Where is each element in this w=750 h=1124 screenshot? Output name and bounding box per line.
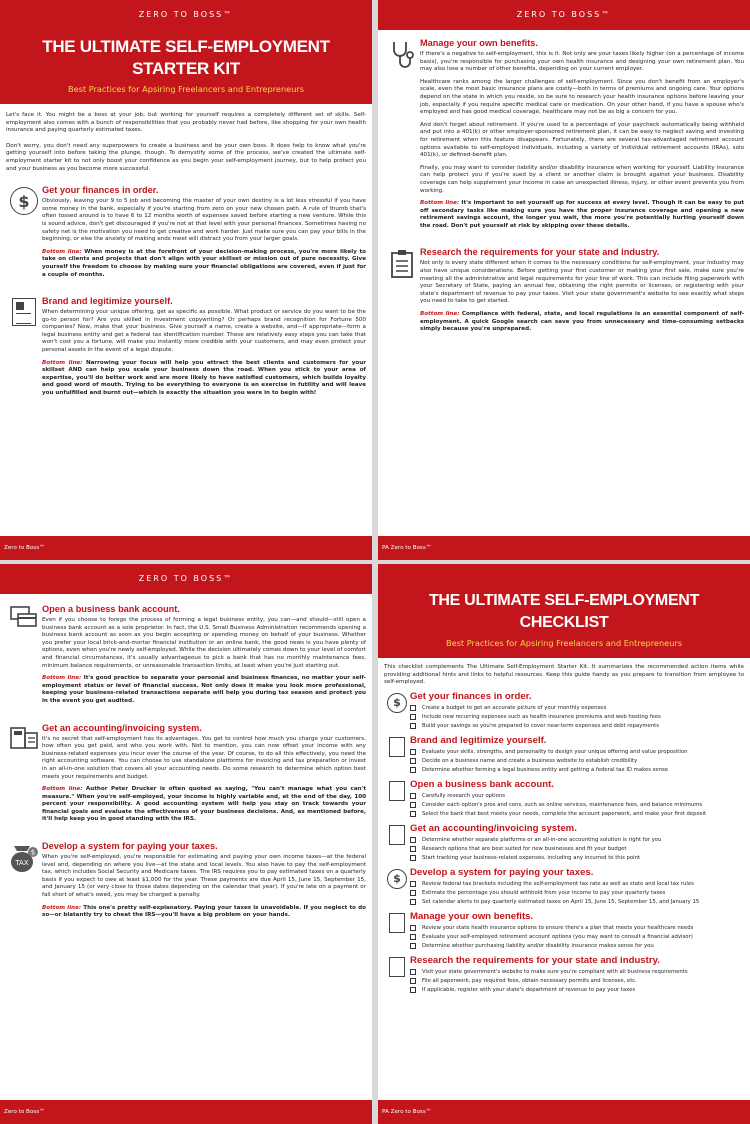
section-taxes bbox=[6, 841, 366, 925]
stethoscope-icon bbox=[389, 40, 415, 70]
checkbox[interactable] bbox=[410, 749, 416, 755]
cards-icon bbox=[389, 781, 405, 801]
checkbox[interactable] bbox=[410, 802, 416, 808]
brand-header: ZERO TO BOSS™ bbox=[0, 0, 372, 30]
document-icon bbox=[389, 737, 405, 757]
tax-bag-icon: $ bbox=[387, 869, 407, 889]
checkbox[interactable] bbox=[410, 758, 416, 764]
checklist-item-text: Build your savings so you're prepared to cover near-term expenses and debt repayments bbox=[422, 722, 659, 729]
checklist-item[interactable] bbox=[410, 757, 744, 766]
page-checklist bbox=[378, 564, 750, 1124]
dollar-icon: $ bbox=[10, 187, 38, 215]
checkbox[interactable] bbox=[410, 714, 416, 720]
title-banner bbox=[0, 30, 372, 104]
checklist-item[interactable] bbox=[410, 836, 744, 845]
section-title: Brand and legitimize yourself. bbox=[42, 296, 173, 307]
section-text: If there's a negative to self-employment, this is it. Not only are your taxes likely higher (on a percentage of income basis), you're responsible for purchasing your own health insurance and designing your own retirement plan. You may also lose a number of other benefits, depending on your current employer. bbox=[420, 51, 744, 73]
page-footer: PA Zero to Boss™ bbox=[378, 1100, 750, 1124]
section-accounting bbox=[6, 723, 366, 830]
checkbox[interactable] bbox=[410, 811, 416, 817]
checklist-item-text: Evaluate your self-employed retirement account options (you may want to consult a financial advisor) bbox=[422, 933, 693, 940]
page-title: THE ULTIMATE SELF-EMPLOYMENT STARTER KIT bbox=[42, 37, 330, 78]
section-text: It's no secret that self-employment has its advantages. You get to control how much you charge your customers, how often you get paid, and who you work with. Not to mention, you can now offset your income with any business-related expenses you incur over the course of the year. Of course, to do all this effectively, you need the right accounting software. You can choose to use standalone platforms for invoicing and tax preparation or invest in an all-in-one solution that covers all your accounting needs. Do some research to determine which option best meets your requirements and budget. bbox=[42, 735, 366, 780]
checklist-section bbox=[384, 955, 744, 995]
checklist-item[interactable] bbox=[410, 722, 744, 731]
section-brand bbox=[6, 296, 366, 403]
page-subtitle: Best Practices for Apsiring Freelancers and Entrepreneurs bbox=[67, 84, 305, 94]
intro-paragraph: Let's face it. You might be a boss at your job, but working for yourself requires a completely different set of skills. Self-employment also comes with a bunch of responsibilities that you probably never had before, like shopping for your own health insurance and paying quarterly estimated taxes. bbox=[6, 112, 366, 134]
section-text: Healthcare ranks among the larger challenges of self-employment. Since you don't benefit from an employer's scale, even the most basic insurance plans are costly—both in terms of premiums and ongoing care. Your options depend on the state in which you reside, so be sure to research your health insurance options before leaving your job, especially if you require specific medical care or medication. On your other hand, if you have a spouse who's employed and has good medical coverage, healthcare may not be as big a concern for you. bbox=[420, 78, 744, 116]
checklist-item[interactable] bbox=[410, 766, 744, 775]
checklist-item[interactable] bbox=[410, 933, 744, 942]
document-icon bbox=[12, 298, 36, 326]
checklist-item[interactable] bbox=[410, 942, 744, 951]
checkbox[interactable] bbox=[410, 793, 416, 799]
checkbox[interactable] bbox=[410, 987, 416, 993]
section-title: Open a business bank account. bbox=[42, 604, 180, 614]
section-text: When determining your unique offering, get as specific as possible. What product or service do you want to be the go-to person for? Are you skilled in investment copywriting? Or perhaps brand recognition for Fortune 500 companies? Now, make that your business. Give yourself a name, create a website, and—if appropriate—form a legal business entity and get a federal tax identification number. These are relatively easy steps you can take that won't cost you a fortune, will make you instantly more credible with your customers, and may even protect your personal assets in the event of a legal dispute. bbox=[42, 309, 366, 354]
section-text: Not only is every state different when it comes to the necessary conditions for self-employment, your industry may also have unique considerations. Before getting your first customer or making your first sale, make sure you're meeting all the administrative and legal requirements for your line of work. This can include filing paperwork with your Secretary of State, paying an annual fee, obtaining the right permits or licenses, or registering with your state's department of revenue to pay your taxes. Visit your state government's website to see exactly what steps you need to take to get started. bbox=[420, 260, 744, 305]
section-text: Even if you choose to forego the process of forming a legal business entity, you can—and should—still open a business bank account as a sole proprietor. In fact, the U.S. Small Business Administration recommends opening a business bank account as soon as you begin accepting or spending money on behalf of your business. Whether you prefer your local brick-and-mortar financial institution or an online bank, the good news is you have plenty of options, even when you're newly self-employed. While the decision ultimately comes down to your level of comfort and financial circumstances, it's usually advantageous to pick a bank that has no monthly maintenance fees, minimum balance requirements, or unreasonable transaction limits, at least when you're just starting out. bbox=[42, 617, 366, 669]
checkbox[interactable] bbox=[410, 934, 416, 940]
intro-paragraph: Don't worry, you don't need any superpowers to create a business and be your own boss. It does help to know what you're getting yourself into before taking the plunge, though. To demystify some of the process, we've created the ultimate self-employment starter kit to not only boost your confidence as you begin your self-employment journey, but to help protect you and your business as you become more successful. bbox=[6, 142, 366, 172]
clipboard-icon bbox=[390, 249, 414, 279]
svg-text:TAX: TAX bbox=[15, 859, 29, 868]
checklist-item[interactable] bbox=[410, 854, 744, 863]
checklist-item-text: Determine whether forming a legal business entity and getting a federal tax ID makes sense bbox=[422, 766, 669, 773]
checklist-section-title: Manage your own benefits. bbox=[410, 910, 534, 922]
checkbox[interactable] bbox=[410, 846, 416, 852]
checklist-section bbox=[384, 823, 744, 863]
page-starter-kit-1 bbox=[0, 0, 372, 560]
checklist-item[interactable] bbox=[410, 889, 744, 898]
checklist-item[interactable] bbox=[410, 924, 744, 933]
checklist-item[interactable] bbox=[410, 968, 744, 977]
checklist-item[interactable] bbox=[410, 845, 744, 854]
section-text: Obviously, leaving your 9 to 5 job and becoming the master of your own destiny is a lot less stressful if you have some money in the bank, especially if you're starting from zero on your new chosen path. A rule of thumb that's often tossed around is to have 6 to 12 months worth of expenses saved before starting a new venture. While this is sound advice, don't get discouraged if you're not at that level with your personal finances. Sometimes having no safety net is the motivation you need to get creative and work harder. Just make sure you can pay your bills in the beginning, or else the anxiety of making ends meet will distract you from your larger goals. bbox=[42, 198, 366, 243]
section-title: Get an accounting/invoicing system. bbox=[42, 722, 202, 733]
checklist-section bbox=[384, 911, 744, 951]
checkbox[interactable] bbox=[410, 978, 416, 984]
checklist-item-text: If applicable, register with your state's department of revenue to pay your taxes bbox=[422, 986, 636, 993]
checklist-item-text: Decide on a business name and create a business website to establish credibility bbox=[422, 757, 638, 764]
checklist-item[interactable] bbox=[410, 898, 744, 907]
bottom-line: Bottom line: Compliance with federal, state, and local regulations is an essential component of self-employment. A quick Google search can save you from unnecessary and time-consuming setbacks simply because you're unprepared. bbox=[420, 311, 745, 333]
checklist-item-text: Create a budget to get an accurate picture of your monthly expenses bbox=[422, 704, 607, 711]
page-starter-kit-3 bbox=[0, 564, 372, 1124]
checklist-section bbox=[384, 867, 744, 907]
checklist-item-text: Select the bank that best meets your needs, complete the account paperwork, and make your first deposit bbox=[422, 810, 707, 817]
checklist-section bbox=[384, 691, 744, 731]
checklist-item-text: Visit your state government's website to make sure you're compliant with all business requirements bbox=[422, 968, 688, 975]
section-title: Develop a system for paying your taxes. bbox=[42, 841, 218, 852]
section-text: Finally, you may want to consider liability and/or disability insurance when working for yourself. Liability insurance can help protect you if you're sued by a client or another claim is brought against your business. Disability coverage can help supplement your income in case an unexpected illness, injury, or other event prevents you from working. bbox=[420, 164, 744, 194]
tax-bag-icon bbox=[9, 843, 39, 873]
checklist-section bbox=[384, 779, 744, 819]
section-title: Get your finances in order. bbox=[42, 185, 159, 196]
checkbox[interactable] bbox=[410, 943, 416, 949]
bottom-line: Bottom line: It's good practice to separate your personal and business finances, no matter your self-employment status or level of financial success. Not only does it make you look more professional, keeping your business-related transactions separate will help you during tax season and protect you in the event you get audited. bbox=[42, 675, 367, 704]
bottom-line: Bottom line: This one's pretty self-explanatory. Paying your taxes is unavoidable. If you neglect to do so—or blatantly try to cheat the IRS—you'll have a big problem on your hands. bbox=[42, 904, 367, 919]
checklist-item-text: Carefully research your options bbox=[422, 792, 505, 799]
checklist-item-text: Research options that are best suited for new businesses and fit your budget bbox=[422, 845, 627, 852]
section-title: Manage your own benefits. bbox=[420, 38, 538, 48]
checklist-section-title: Get your finances in order. bbox=[410, 690, 532, 702]
checklist-item[interactable] bbox=[410, 977, 744, 986]
checklist-item[interactable] bbox=[410, 704, 744, 713]
brand-header bbox=[378, 564, 750, 586]
checklist-item[interactable] bbox=[410, 880, 744, 889]
checklist-section bbox=[384, 735, 744, 775]
checkbox[interactable] bbox=[410, 969, 416, 975]
page-starter-kit-2 bbox=[378, 0, 750, 560]
calculator-icon bbox=[10, 725, 38, 751]
clipboard-icon bbox=[389, 957, 405, 977]
checklist-section-title: Get an accounting/invoicing system. bbox=[410, 822, 577, 834]
section-requirements bbox=[384, 247, 744, 338]
checklist-item-text: Set calendar alerts to pay quarterly estimated taxes on April 15, June 15, September 15, and January 15 bbox=[422, 898, 700, 905]
checkbox[interactable] bbox=[410, 881, 416, 887]
checklist-item[interactable] bbox=[410, 792, 744, 801]
checkbox[interactable] bbox=[410, 890, 416, 896]
intro-paragraph: This checklist complements The Ultimate Self-Employment Starter Kit. It summarizes the recommended action items while providing additional hints and links to helpful resources. Keep this guide handy as you prepare to transition from employee to self-employed. bbox=[384, 664, 744, 686]
page-title: THE ULTIMATE SELF-EMPLOYMENT CHECKLIST bbox=[428, 592, 700, 631]
checkbox[interactable] bbox=[410, 723, 416, 729]
dollar-icon: $ bbox=[387, 693, 407, 713]
checklist-item[interactable] bbox=[410, 801, 744, 810]
checklist-section-title: Develop a system for paying your taxes. bbox=[410, 866, 594, 878]
checklist-item-text: Include new recurring expenses such as health insurance premiums and web hosting fees bbox=[422, 713, 661, 720]
checklist-item-text: Start tracking your business-related expenses, including any incurred to this point bbox=[422, 854, 641, 861]
checkbox[interactable] bbox=[410, 767, 416, 773]
checklist-item-text: Evaluate your skills, strengths, and personality to design your unique offering and value proposition bbox=[422, 748, 688, 755]
section-text: When you're self-employed, you're responsible for estimating and paying your own income taxes—at the federal level and, depending on where you live—at the state and local levels. You also have to pay the self-employment tax, which includes Social Security and Medicare taxes. The IRS requires you to pay estimated taxes on a quarterly basis if you expect to owe at least $1,000 for the year. These payments are due April 15, June 15, September 15, and January 15 (or very close to those dates depending on the calendar that year). If you're late on a payment or fall short of what's owed, you may be charged a penalty. bbox=[42, 854, 366, 899]
page-subtitle: Best Practices for Apsiring Freelancers and Entrepreneurs bbox=[445, 638, 683, 648]
page-footer: Zero to Boss™ bbox=[0, 536, 372, 560]
checklist-item-text: Determine whether separate platforms or an all-in-one accounting solution is right for you bbox=[422, 836, 662, 843]
page-footer: PA Zero to Boss™ bbox=[378, 536, 750, 560]
title-banner bbox=[378, 586, 750, 658]
bottom-line: Bottom line: Narrowing your focus will help you attract the best clients and customers for your skillset AND can help you scale your business down the road. When you stick to your area of expertise, you'll do better work and are more likely to have satisfied customers, which builds loyalty and good word of mouth. Trying to be everything to everyone is an exercise in futility and will leave you unfulfilled and burnt out—which is exactly the situation you were in to begin with! bbox=[42, 359, 367, 397]
section-benefits bbox=[384, 38, 744, 235]
checklist-item-text: Estimate the percentage you should withhold from your income to pay your quarterly taxes bbox=[422, 889, 666, 896]
checklist-item-text: Review your state health insurance options to ensure there's a plan that meets your healthcare needs bbox=[422, 924, 694, 931]
svg-text:$: $ bbox=[30, 848, 36, 857]
section-finances bbox=[6, 185, 366, 284]
checklist-item[interactable] bbox=[410, 986, 744, 995]
checkbox[interactable] bbox=[410, 925, 416, 931]
checklist-section-title: Brand and legitimize yourself. bbox=[410, 734, 547, 746]
checkbox[interactable] bbox=[410, 855, 416, 861]
checklist-item-text: File all paperwork, pay required fees, obtain necessary permits and licenses, etc. bbox=[422, 977, 637, 984]
cards-icon bbox=[10, 606, 38, 628]
checkbox[interactable] bbox=[410, 899, 416, 905]
brand-header: ZERO TO BOSS™ bbox=[0, 564, 372, 594]
section-bank bbox=[6, 604, 366, 711]
bottom-line: Bottom line: When money is at the forefront of your decision-making process, you're more likely to take on clients and projects that don't align with your skillset or mission out of pure necessity. Give yourself the freedom to choose by making sure your financial obligations are covered, even if just for a couple of months. bbox=[42, 248, 366, 278]
section-title: Research the requirements for your state and industry. bbox=[420, 247, 660, 258]
bottom-line: Bottom line: It's important to set yourself up for success at every level. Though it can be easy to put off secondary tasks like making sure you have the proper insurance coverage and opening a new retirement savings account, the longer you wait, the more you're potentially hurting yourself down the road. Don't put yourself at risk by skipping over these details. bbox=[420, 200, 744, 229]
page-footer: Zero to Boss™ bbox=[0, 1100, 372, 1124]
checklist bbox=[384, 691, 744, 995]
checklist-item-text: Review federal tax brackets including the self-employment tax rate as well as state and local tax rules bbox=[422, 880, 694, 887]
checklist-item-text: Determine whether purchasing liability and/or disability insurance makes sense for you bbox=[422, 942, 654, 949]
checklist-item[interactable] bbox=[410, 748, 744, 757]
section-text: And don't forget about retirement. If you're used to a percentage of your paycheck automatically being withheld and put into a 401(k) or other employer-sponsored retirement plan, it can be easy to neglect saving and investing for retirement when this feature disappears. Fortunately, there are several tax-advantaged retirement account options available to self-employed individuals, including a variety of individual retirement accounts (IRAs), solo 401(k), or defined-benefit plan. bbox=[420, 121, 744, 159]
stethoscope-icon bbox=[389, 913, 405, 933]
checklist-section-title: Open a business bank account. bbox=[410, 778, 554, 790]
calculator-icon bbox=[389, 825, 405, 845]
bottom-line: Bottom line: Author Peter Drucker is often quoted as saying, "You can't manage what you can't measure." When you're self-employed, your income is highly variable and, at the end of the day, 100 percent your responsibility. A good accounting system will help you stay on track towards your financial goals and evaluate the effectiveness of your business decisions. And, as mentioned before, it'll help keep you in good standing with the IRS. bbox=[42, 786, 367, 823]
checklist-item[interactable] bbox=[410, 810, 744, 819]
checklist-item-text: Consider each option's pros and cons, such as online services, maintenance fees, and balance minimums bbox=[422, 801, 703, 808]
brand-header: ZERO TO BOSS™ bbox=[378, 0, 750, 30]
checklist-item[interactable] bbox=[410, 713, 744, 722]
checkbox[interactable] bbox=[410, 705, 416, 711]
checkbox[interactable] bbox=[410, 837, 416, 843]
checklist-section-title: Research the requirements for your state and industry. bbox=[410, 954, 660, 966]
